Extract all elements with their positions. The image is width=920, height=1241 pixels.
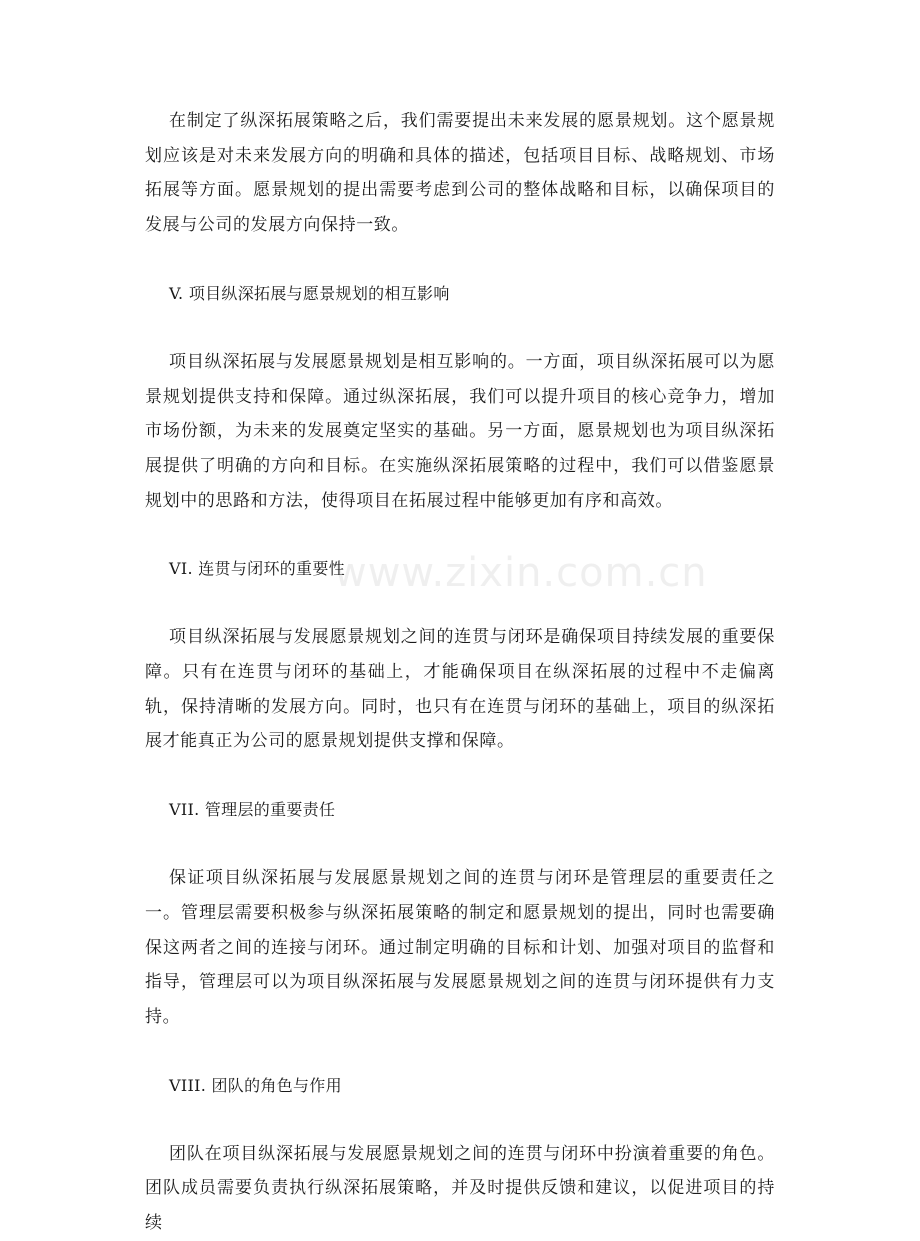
watermark-text: www.zixin.com.cn (334, 550, 708, 596)
paragraph-spacing (145, 518, 775, 552)
paragraph-vision-planning: 在制定了纵深拓展策略之后，我们需要提出未来发展的愿景规划。这个愿景规划应该是对未来发展方向的明确和具体的描述，包括项目目标、战略规划、市场拓展等方面。愿景规划的提出需要考虑到公司的整体战略和目标，以确保项目的发展与公司的发展方向保持一致。 (145, 111, 775, 236)
paragraph-mutual-influence: 项目纵深拓展与发展愿景规划是相互影响的。一方面，项目纵深拓展可以为愿景规划提供支持和保障。通过纵深拓展，我们可以提升项目的核心竞争力，增加市场份额，为未来的发展奠定坚实的基础。另一方面，愿景规划也为项目纵深拓展提供了明确的方向和目标。在实施纵深拓展策略的过程中，我们可以借鉴愿景规划中的思路和方法，使得项目在拓展过程中能够更加有序和高效。 (145, 351, 775, 511)
section-heading-viii: VIII. 团队的角色与作用 (169, 1075, 342, 1095)
heading-spacing (145, 1103, 775, 1137)
paragraph-spacing (145, 1035, 775, 1069)
heading-spacing (145, 827, 775, 861)
paragraph-spacing (145, 243, 775, 277)
heading-spacing (145, 586, 775, 620)
paragraph-coherence-importance: 项目纵深拓展与发展愿景规划之间的连贯与闭环是确保项目持续发展的重要保障。只有在连贯与闭环的基础上，才能确保项目在纵深拓展的过程中不走偏离轨，保持清晰的发展方向。同时，也只有在连贯与闭环的基础上，项目的纵深拓展才能真正为公司的愿景规划提供支撑和保障。 (145, 627, 775, 752)
document-body (145, 104, 775, 1241)
section-heading-vi: VI. 连贯与闭环的重要性 (169, 559, 345, 579)
paragraph-management-responsibility: 保证项目纵深拓展与发展愿景规划之间的连贯与闭环是管理层的重要责任之一。管理层需要积极参与纵深拓展策略的制定和愿景规划的提出，同时也需要确保这两者之间的连接与闭环。通过制定明确的目标和计划、加强对项目的监督和指导，管理层可以为项目纵深拓展与发展愿景规划之间的连贯与闭环提供有力支持。 (145, 868, 775, 1027)
heading-spacing (145, 311, 775, 345)
paragraph-spacing (145, 759, 775, 793)
paragraph-team-role: 团队在项目纵深拓展与发展愿景规划之间的连贯与闭环中扮演着重要的角色。团队成员需要负责执行纵深拓展策略，并及时提供反馈和建议，以促进项目的持续 (145, 1143, 775, 1234)
section-heading-vii: VII. 管理层的重要责任 (169, 800, 336, 820)
section-heading-v: V. 项目纵深拓展与愿景规划的相互影响 (169, 283, 450, 303)
